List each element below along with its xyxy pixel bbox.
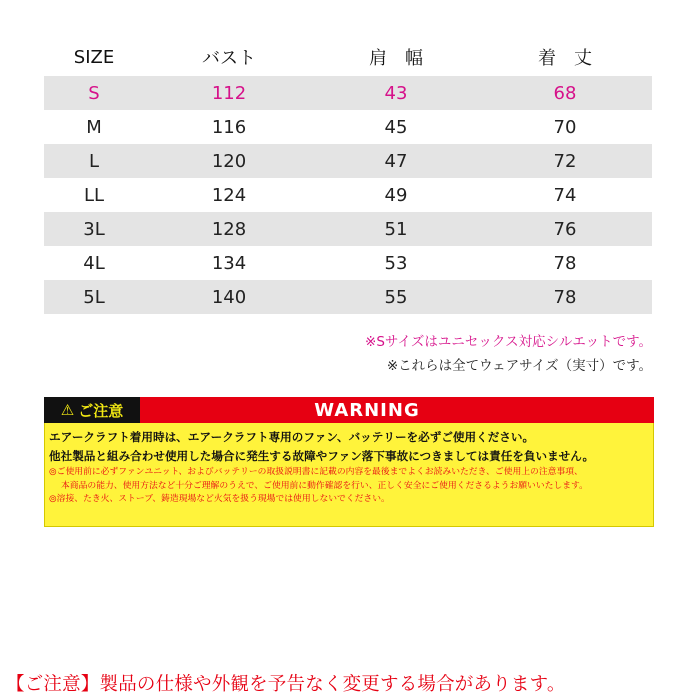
shoulder-cell: 45 [384,116,408,138]
table-row [44,144,652,178]
size-cell: LL [83,184,105,206]
bust-cell: 124 [211,184,247,206]
table-row [44,178,652,212]
bust-cell: 116 [211,116,247,138]
length-cell: 68 [553,82,577,104]
shoulder-cell: 55 [384,286,408,308]
warning-title: WARNING [140,397,654,423]
table-row [44,212,652,246]
bust-cell: 140 [211,286,247,308]
bust-cell: 112 [211,82,247,104]
header-bust: バスト [202,48,256,69]
length-cell: 72 [553,150,577,172]
table-row [44,76,652,110]
warning-line-1: エアークラフト着用時は、エアークラフト専用のファン、バッテリーを必ずご使用ください。 [49,430,535,444]
header-length: 着 丈 [538,48,592,69]
size-cell: L [88,150,100,172]
length-cell: 76 [553,218,577,240]
shoulder-cell: 43 [384,82,408,104]
size-cell: M [86,116,102,138]
footer-notice: 【ご注意】製品の仕様や外観を予告なく変更する場合があります。 [6,674,566,695]
bust-cell: 128 [211,218,247,240]
warning-line-2: 他社製品と組み合わせ使用した場合に発生する故障やファン落下事故につきましては責任を負いません。 [49,449,595,463]
size-cell: 5L [83,286,105,308]
shoulder-cell: 49 [384,184,408,206]
length-cell: 78 [553,252,577,274]
shoulder-cell: 51 [384,218,408,240]
shoulder-cell: 53 [384,252,408,274]
length-cell: 78 [553,286,577,308]
caution-tag-label: ご注意 [78,401,124,420]
header-shoulder: 肩 幅 [369,48,423,69]
size-cell: 4L [83,252,105,274]
table-row [44,110,652,144]
actual-size-note: ※これらは全てウェアサイズ（実寸）です。 [386,358,652,374]
bust-cell: 134 [211,252,247,274]
length-cell: 74 [553,184,577,206]
shoulder-cell: 47 [384,150,408,172]
length-cell: 70 [553,116,577,138]
caution-tag [44,397,140,423]
warning-small-2: 本商品の能力、使用方法など十分ご理解のうえで、ご使用前に動作確認を行い、正しく安全にご使用くださるようお願いいたします。 [61,480,588,491]
size-table [44,38,652,314]
bust-cell: 120 [211,150,247,172]
size-cell: S [88,82,100,104]
table-row [44,246,652,280]
warning-small-3: ◎溶接、たき火、ストーブ、鋳造現場など火気を扱う現場では使用しないでください。 [49,494,390,504]
table-row [44,280,652,314]
size-cell: 3L [83,218,105,240]
header-size: SIZE [73,46,115,68]
warning-triangle-icon: ⚠ [60,401,75,419]
warning-header [44,397,654,423]
warning-box [44,397,654,527]
table-header-row [44,38,652,76]
warning-small-1: ◎ご使用前に必ずファンユニット、およびバッテリーの取扱説明書に記載の内容を最後までよくお読みいただき、ご使用上の注意事項、 [49,467,583,477]
warning-body [44,423,654,527]
unisex-note: ※Sサイズはユニセックス対応シルエットです。 [365,334,652,350]
